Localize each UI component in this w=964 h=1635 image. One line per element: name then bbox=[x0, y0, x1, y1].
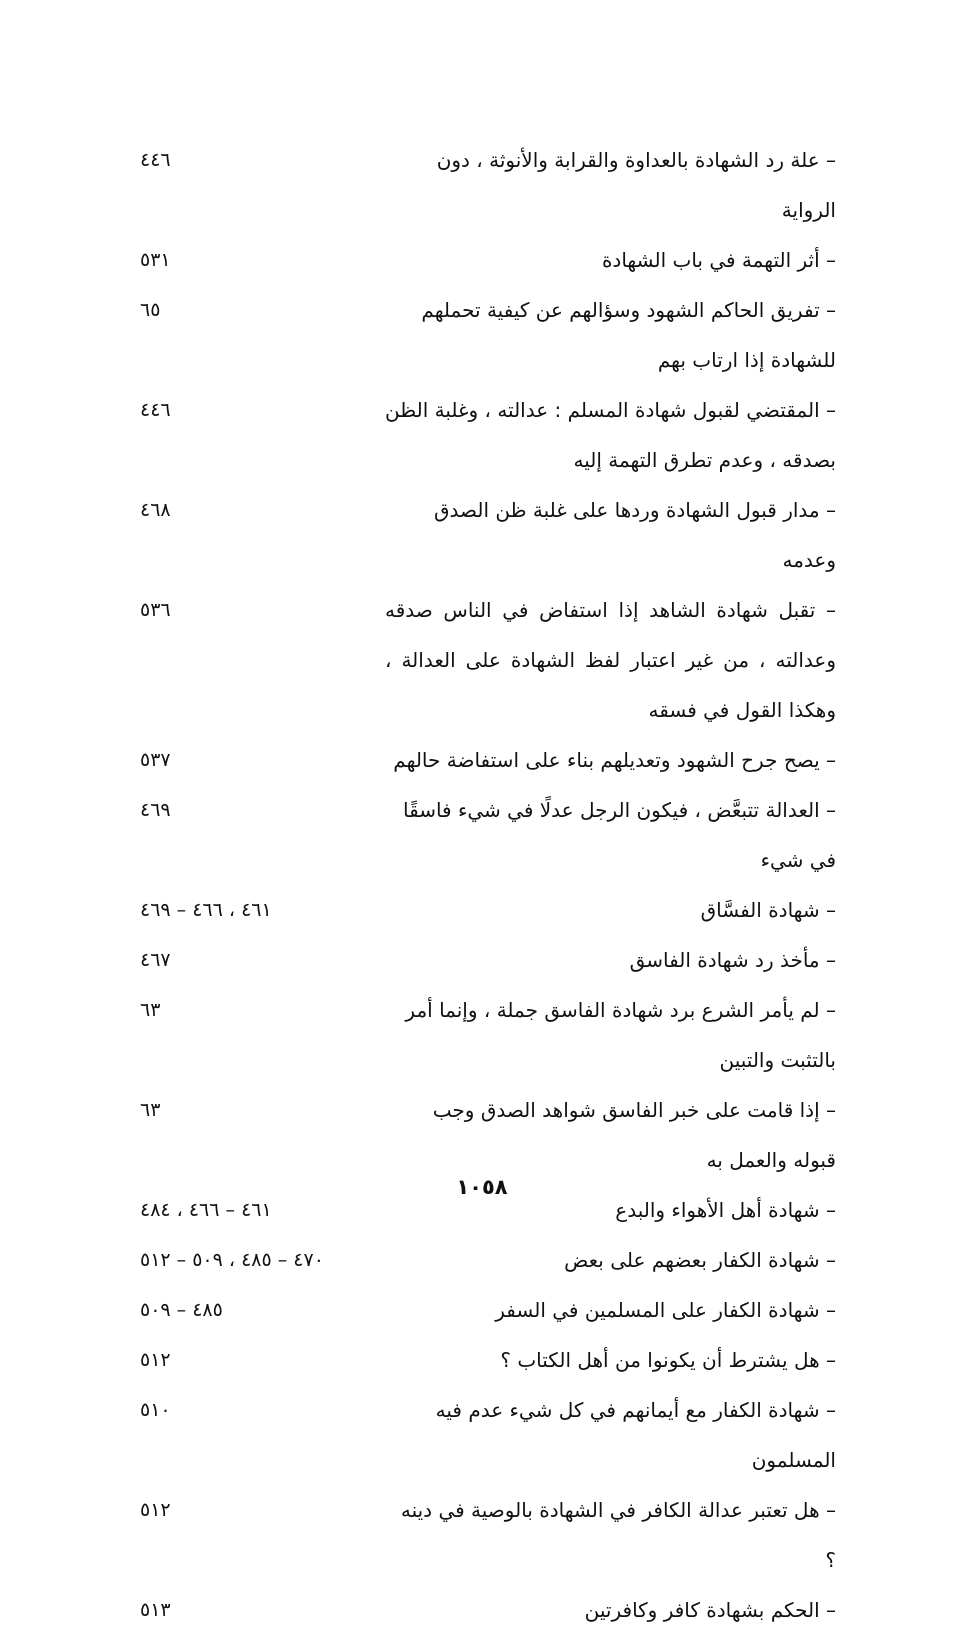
entry-page-numbers: ٥١٣ bbox=[140, 1599, 171, 1621]
index-entry bbox=[140, 585, 836, 735]
entry-text: – هل تعتبر عدالة الكافر في الشهادة بالوصية في دينه ؟ bbox=[400, 1498, 836, 1572]
entry-page-numbers: ٦٥ bbox=[140, 299, 161, 321]
entry-page-numbers: ٤٨٥ – ٥٠٩ bbox=[140, 1299, 223, 1321]
index-entry bbox=[140, 385, 836, 485]
index-entry bbox=[140, 1485, 836, 1585]
index-entry bbox=[140, 485, 836, 585]
entry-text: – علة رد الشهادة بالعداوة والقرابة والأنوثة ، دون الرواية bbox=[436, 148, 836, 222]
entry-text: – شهادة أهل الأهواء والبدع bbox=[615, 1198, 836, 1222]
index-entry bbox=[140, 885, 836, 935]
entry-text: – المقتضي لقبول شهادة المسلم : عدالته ، وغلبة الظن بصدقه ، وعدم تطرق التهمة إليه bbox=[385, 398, 836, 472]
entry-page-numbers: ٤٦٧ bbox=[140, 949, 171, 971]
index-entry bbox=[140, 735, 836, 785]
index-entry bbox=[140, 1585, 836, 1635]
entry-page-numbers: ٤٦١ ، ٤٦٦ – ٤٦٩ bbox=[140, 899, 272, 921]
entry-text: – الحكم بشهادة كافر وكافرتين bbox=[584, 1598, 836, 1622]
entry-page-numbers: ٥٣١ bbox=[140, 249, 171, 271]
entry-text: – لم يأمر الشرع برد شهادة الفاسق جملة ، وإنما أمر بالتثبت والتبين bbox=[405, 998, 836, 1072]
entry-text: – تفريق الحاكم الشهود وسؤالهم عن كيفية تحملهم للشهادة إذا ارتاب بهم bbox=[421, 298, 836, 372]
entry-page-numbers: ٤٧٠ – ٤٨٥ ، ٥٠٩ – ٥١٢ bbox=[140, 1249, 324, 1271]
entry-page-numbers: ٤٦٩ bbox=[140, 799, 171, 821]
entry-text: – مأخذ رد شهادة الفاسق bbox=[629, 948, 836, 972]
entry-text: – هل يشترط أن يكونوا من أهل الكتاب ؟ bbox=[500, 1348, 836, 1372]
entry-text: – شهادة الفسَّاق bbox=[700, 898, 836, 922]
page-number: ١٠٥٨ bbox=[456, 1175, 508, 1199]
entry-text: – مدار قبول الشهادة وردها على غلبة ظن الصدق وعدمه bbox=[433, 498, 836, 572]
index-entry bbox=[140, 1285, 836, 1335]
entry-text: – شهادة الكفار مع أيمانهم في كل شيء عدم فيه المسلمون bbox=[435, 1398, 836, 1472]
index-entry bbox=[140, 785, 836, 885]
entry-text: – يصح جرح الشهود وتعديلهم بناء على استفاضة حالهم bbox=[393, 748, 836, 772]
entry-text: – العدالة تتبعَّض ، فيكون الرجل عدلًا في شيء فاسقًا في شيء bbox=[402, 798, 836, 872]
index-entry bbox=[140, 1085, 836, 1185]
index-entry bbox=[140, 285, 836, 385]
entry-page-numbers: ٥١٢ bbox=[140, 1349, 171, 1371]
entry-text: – شهادة الكفار على المسلمين في السفر bbox=[495, 1298, 836, 1322]
entry-page-numbers: ٤٤٦ bbox=[140, 149, 171, 171]
entry-page-numbers: ٤٦١ – ٤٦٦ ، ٤٨٤ bbox=[140, 1199, 272, 1221]
index-list bbox=[140, 135, 836, 1635]
entry-page-numbers: ٦٣ bbox=[140, 1099, 161, 1121]
entry-page-numbers: ٥١٢ bbox=[140, 1499, 171, 1521]
entry-page-numbers: ٥٣٧ bbox=[140, 749, 171, 771]
entry-text: – أثر التهمة في باب الشهادة bbox=[601, 248, 836, 272]
entry-page-numbers: ٦٣ bbox=[140, 999, 161, 1021]
index-entry bbox=[140, 135, 836, 235]
index-entry bbox=[140, 985, 836, 1085]
entry-page-numbers: ٤٦٨ bbox=[140, 499, 171, 521]
entry-text: – شهادة الكفار بعضهم على بعض bbox=[564, 1248, 836, 1272]
index-entry bbox=[140, 1385, 836, 1485]
index-entry bbox=[140, 1335, 836, 1385]
entry-page-numbers: ٥٣٦ bbox=[140, 599, 171, 621]
entry-text: – تقبل شهادة الشاهد إذا استفاض في الناس صدقه وعدالته ، من غير اعتبار لفظ الشهادة على العدالة ، وهكذا القول في فسقه bbox=[385, 598, 836, 722]
index-entry bbox=[140, 235, 836, 285]
index-entry bbox=[140, 935, 836, 985]
entry-text: – إذا قامت على خبر الفاسق شواهد الصدق وجب قبوله والعمل به bbox=[432, 1098, 836, 1172]
index-entry bbox=[140, 1235, 836, 1285]
entry-page-numbers: ٤٤٦ bbox=[140, 399, 171, 421]
entry-page-numbers: ٥١٠ bbox=[140, 1399, 171, 1421]
